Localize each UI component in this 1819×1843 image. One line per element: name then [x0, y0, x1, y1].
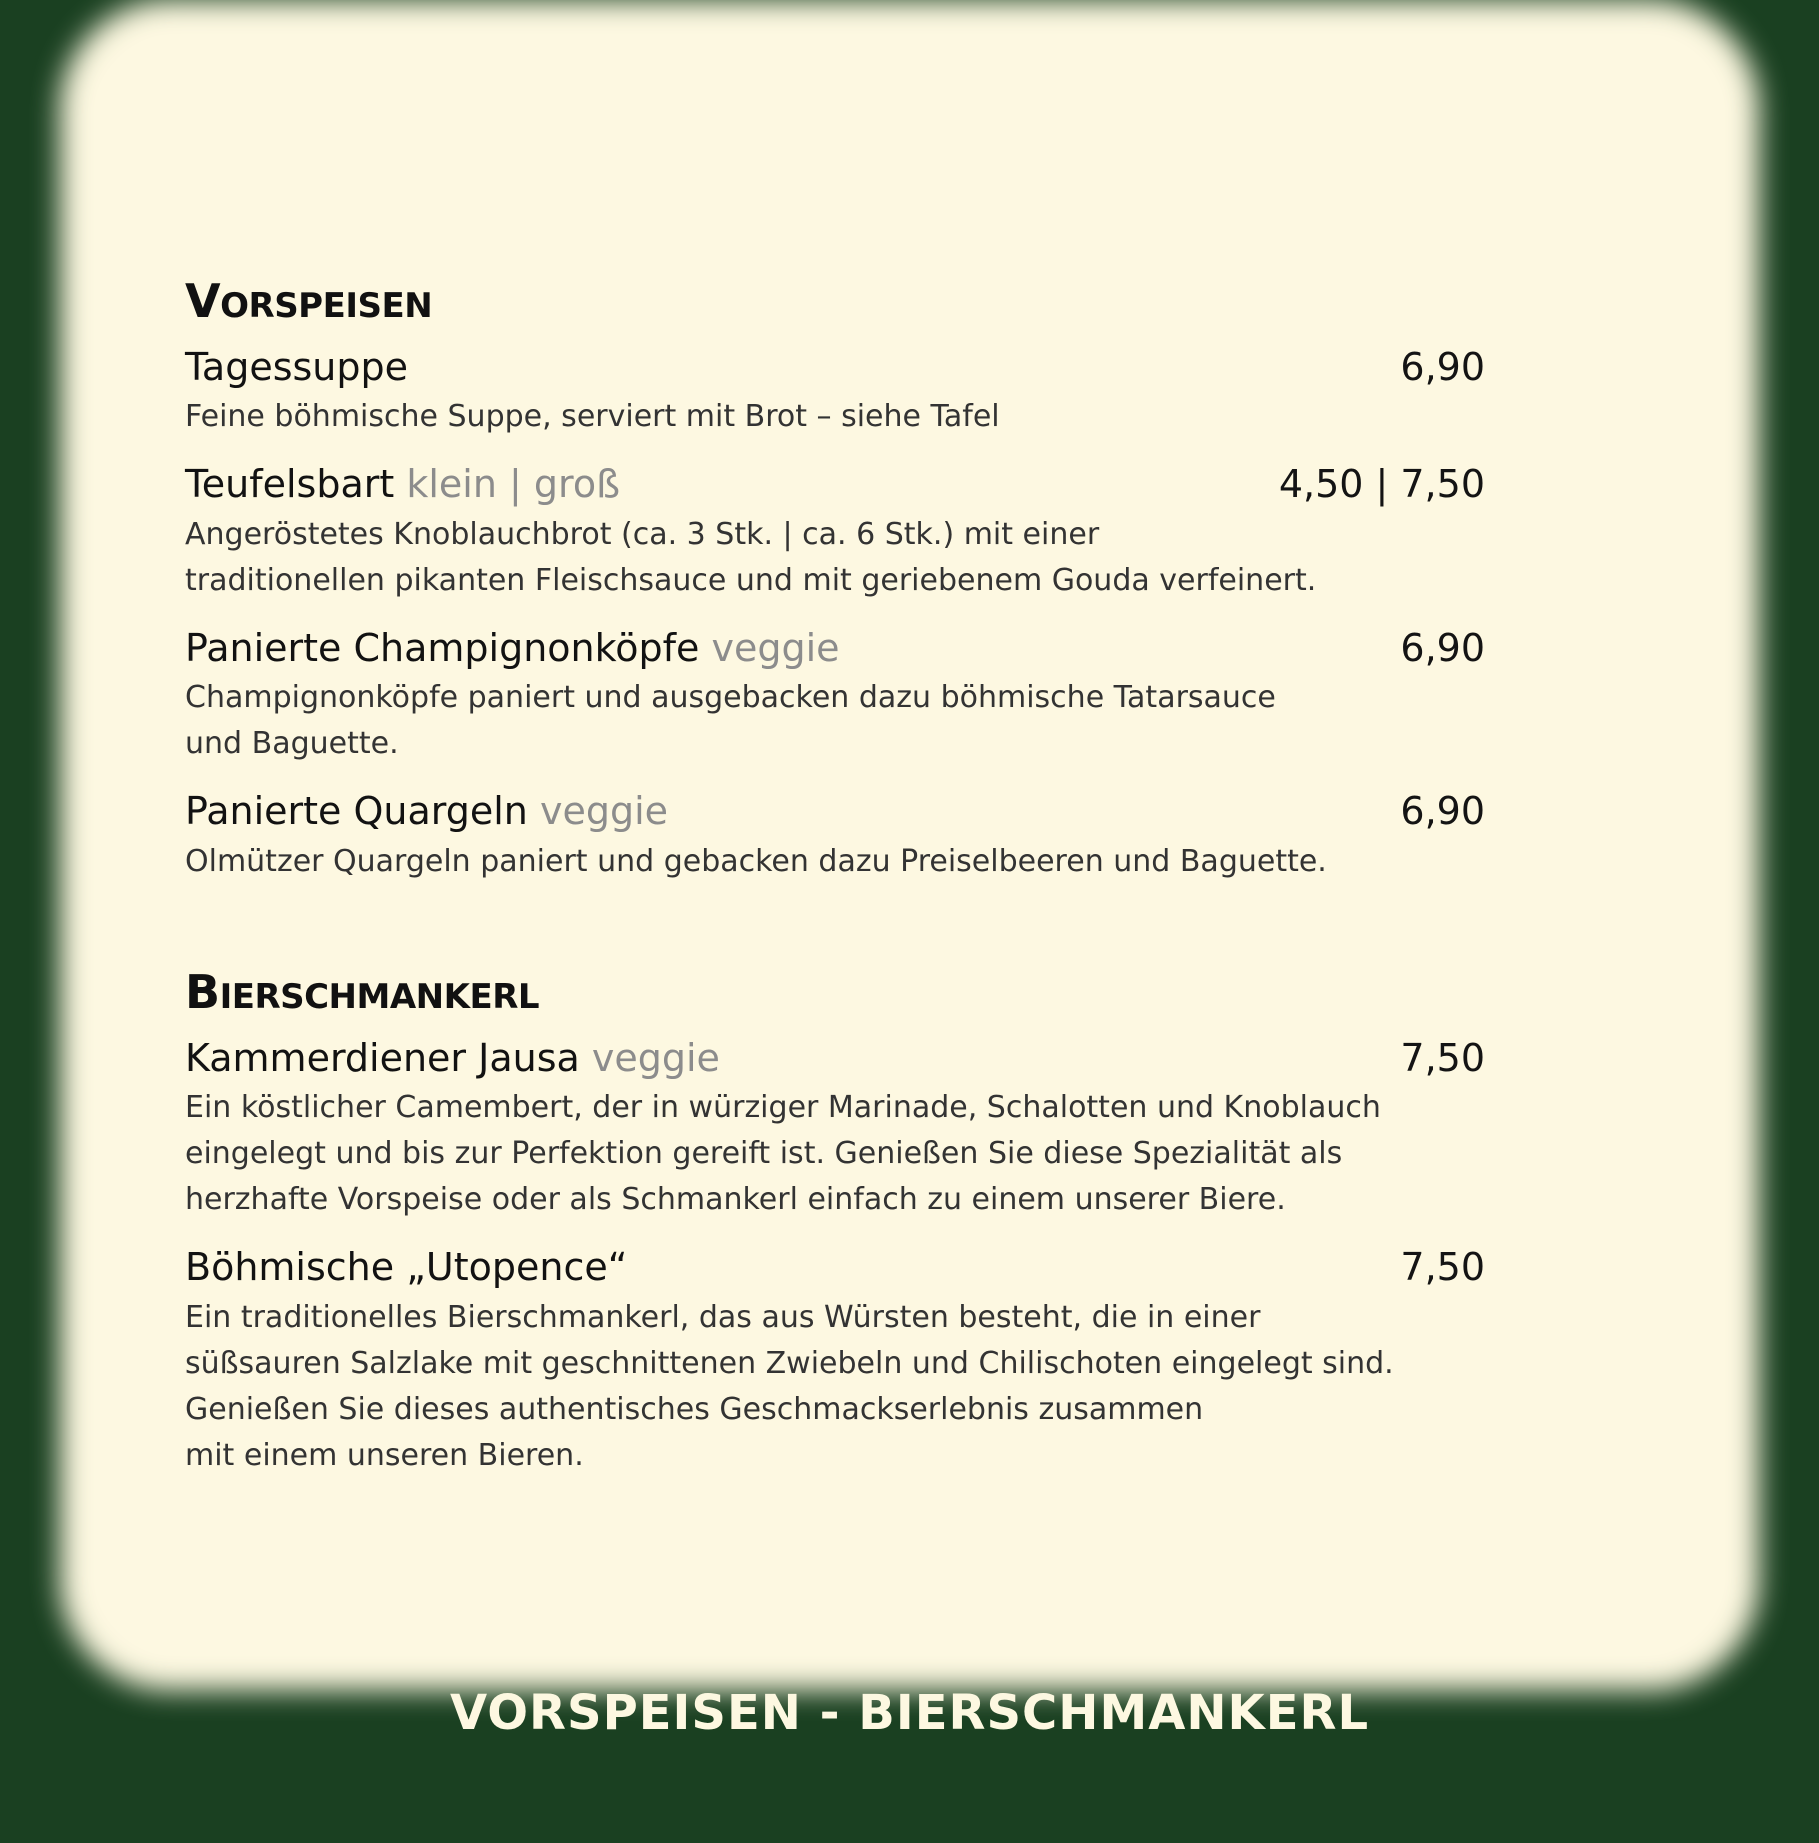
menu-item: [185, 626, 1485, 768]
item-name: Kammerdiener Jausa: [185, 1035, 580, 1080]
menu-item: [185, 345, 1485, 441]
section-title-bierschmankerl: BIERSCHMANKERL: [185, 964, 540, 1019]
item-name-row: [185, 1036, 720, 1082]
item-description: Olmützer Quargeln paniert und gebacken dazu Preiselbeeren und Baguette.: [185, 843, 1327, 879]
item-name-row: [185, 462, 620, 508]
menu-item: [185, 1245, 1485, 1479]
item-veggie-tag: veggie: [711, 625, 840, 670]
item-description: Angeröstetes Knoblauchbrot (ca. 3 Stk. | ca. 6 Stk.) mit einer traditionellen pikanten Fleischsauce und mit geriebenem Gouda verfeinert.: [185, 516, 1317, 598]
item-description: Ein traditionelles Bierschmankerl, das aus Würsten besteht, die in einer süßsauren Salzlake mit geschnittenen Zwiebeln und Chilischoten eingelegt sind. Genießen Sie dieses authentisches Geschmackserlebnis zusammen mit einem unseren Bieren.: [185, 1299, 1394, 1473]
section-title-vorspeisen: VORSPEISEN: [185, 274, 433, 328]
item-name-row: [185, 1245, 627, 1291]
item-name-row: [185, 626, 840, 672]
item-price: 6,90: [1400, 625, 1485, 670]
item-name: Tagessuppe: [185, 344, 409, 389]
item-price: 7,50: [1400, 1245, 1485, 1290]
item-name: Panierte Quargeln: [185, 789, 528, 834]
item-name: Teufelsbart: [185, 462, 395, 507]
item-size-tag: klein | groß: [406, 462, 620, 507]
item-price: 7,50: [1400, 1035, 1485, 1080]
menu-item: [185, 789, 1485, 885]
menu-item: [185, 1036, 1485, 1224]
item-description: Champignonköpfe paniert und ausgebacken dazu böhmische Tatarsauce und Baguette.: [185, 680, 1276, 762]
menu-item: [185, 462, 1485, 604]
item-name: Panierte Champignonköpfe: [185, 625, 700, 670]
menu-content: [185, 276, 1485, 1501]
item-price: 6,90: [1400, 789, 1485, 834]
item-name: Böhmische „Utopence“: [185, 1245, 628, 1290]
item-price: 4,50 | 7,50: [1278, 462, 1485, 507]
footer-title: VORSPEISEN - BIERSCHMANKERL: [449, 1685, 1370, 1741]
item-description: Ein köstlicher Camembert, der in würziger Marinade, Schalotten und Knoblauch eingelegt und bis zur Perfektion gereift ist. Genießen Sie diese Spezialität als herzhafte Vorspeise oder als Schmankerl einfach zu einem unserer Biere.: [185, 1090, 1381, 1218]
item-price: 6,90: [1400, 344, 1485, 389]
item-name-row: [185, 345, 408, 391]
item-description: Feine böhmische Suppe, serviert mit Brot – siehe Tafel: [185, 399, 1000, 435]
item-veggie-tag: veggie: [591, 1035, 720, 1080]
item-name-row: [185, 789, 668, 835]
item-veggie-tag: veggie: [539, 789, 669, 834]
